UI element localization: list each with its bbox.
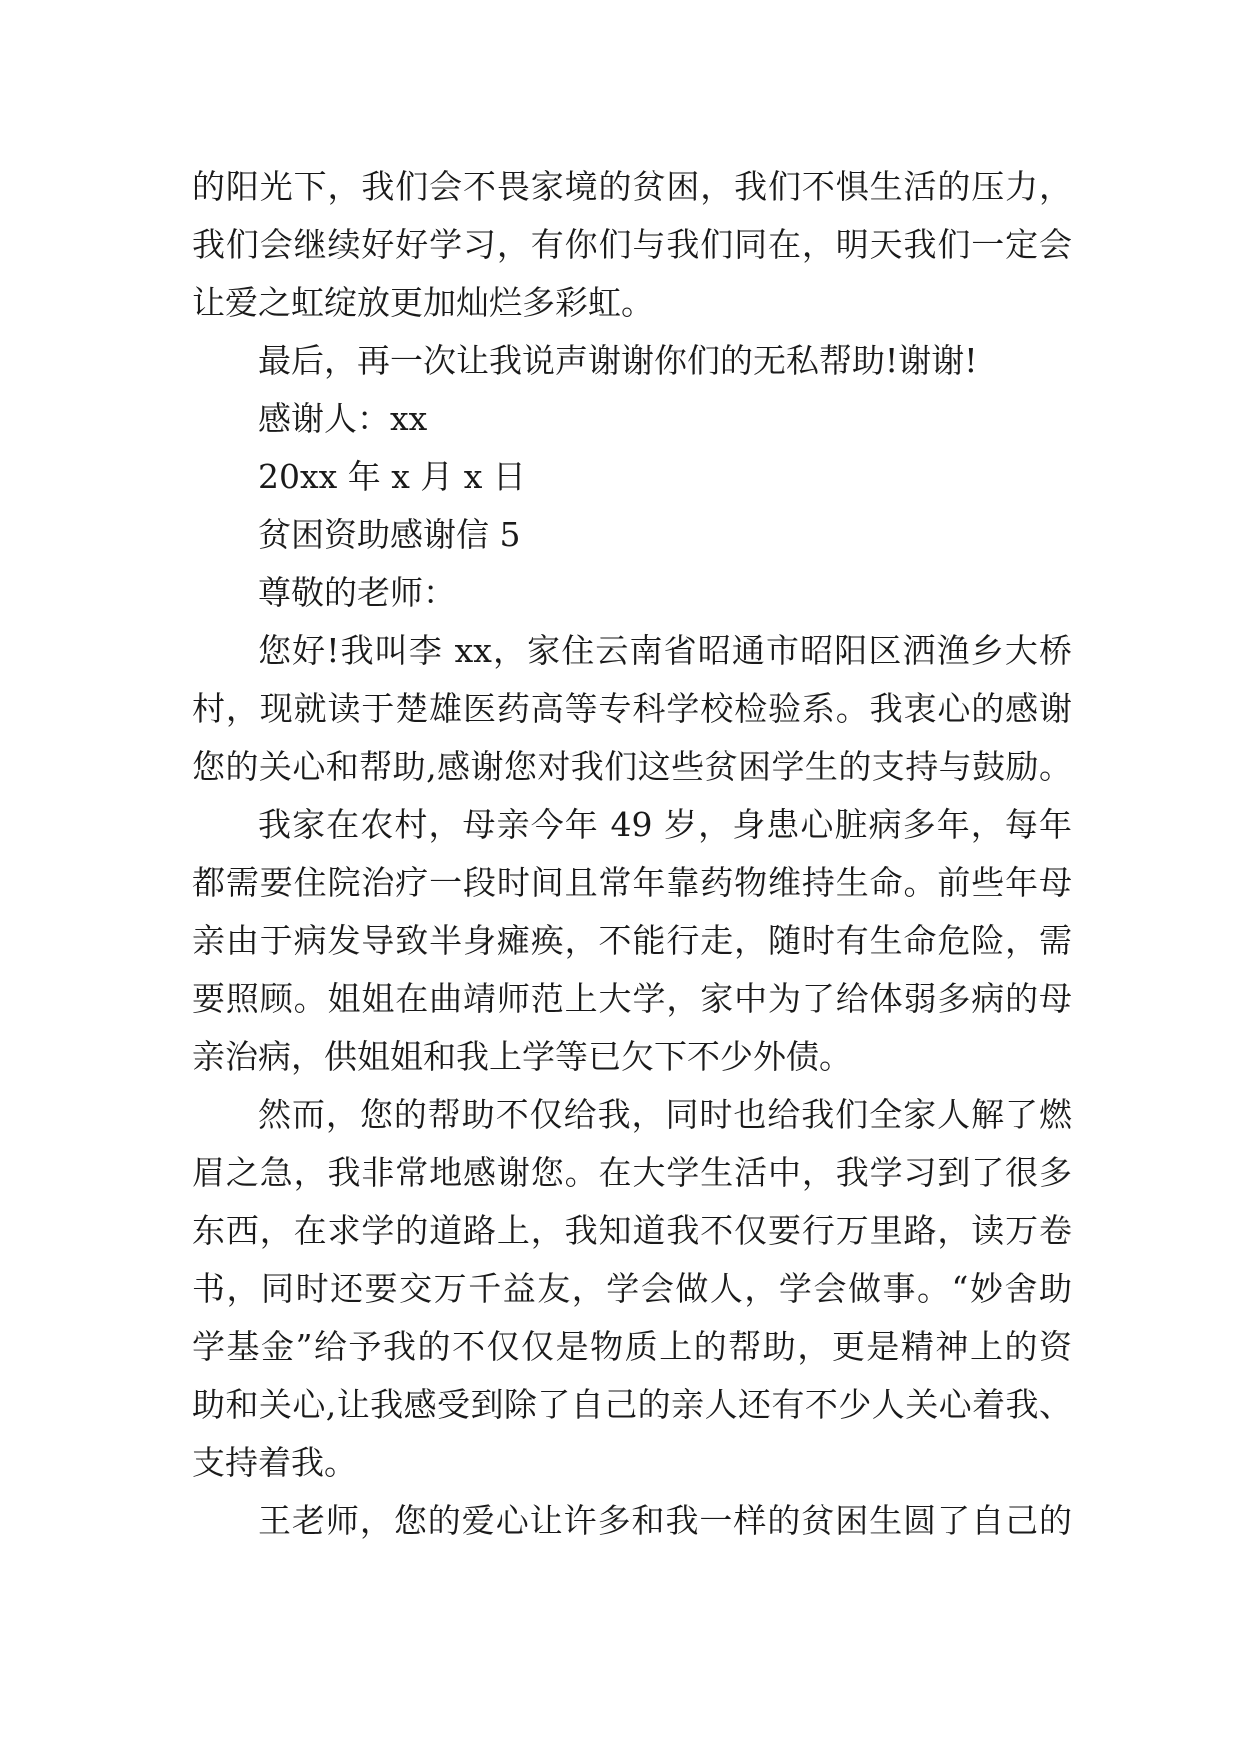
paragraph-line: 亲由于病发导致半身瘫痪，不能行走，随时有生命危险，需 (192, 921, 1072, 960)
date-line: 20xx 年 x 月 x 日 (258, 457, 526, 496)
paragraph-line: 村，现就读于楚雄医药高等专科学校检验系。我衷心的感谢 (192, 689, 1072, 728)
paragraph-line: 都需要住院治疗一段时间且常年靠药物维持生命。前些年母 (192, 863, 1072, 902)
paragraph-line: 我们会继续好好学习，有你们与我们同在，明天我们一定会 (192, 225, 1072, 264)
paragraph-line: 支持着我。 (192, 1443, 357, 1482)
paragraph-line: 书，同时还要交万千益友，学会做人，学会做事。“妙舍助 (192, 1269, 1072, 1308)
paragraph-line: 让爱之虹绽放更加灿烂多彩虹。 (192, 283, 654, 322)
paragraph-line: 我家在农村，母亲今年 49 岁，身患心脏病多年，每年 (258, 805, 1072, 844)
paragraph-line: 您好!我叫李 xx，家住云南省昭通市昭阳区洒渔乡大桥 (258, 631, 1072, 670)
paragraph-line: 助和关心,让我感受到除了自己的亲人还有不少人关心着我、 (192, 1385, 1072, 1424)
section-title: 贫困资助感谢信 5 (258, 515, 521, 554)
signature-line: 感谢人：xx (258, 399, 428, 438)
paragraph-line: 您的关心和帮助,感谢您对我们这些贫困学生的支持与鼓励。 (192, 747, 1072, 786)
paragraph-line: 的阳光下，我们会不畏家境的贫困，我们不惧生活的压力， (192, 167, 1072, 206)
salutation: 尊敬的老师： (258, 573, 456, 612)
paragraph-line: 学基金”给予我的不仅仅是物质上的帮助，更是精神上的资 (192, 1327, 1072, 1366)
paragraph-line: 亲治病，供姐姐和我上学等已欠下不少外债。 (192, 1037, 852, 1076)
paragraph-line: 然而，您的帮助不仅给我，同时也给我们全家人解了燃 (258, 1095, 1072, 1134)
closing-line: 最后，再一次让我说声谢谢你们的无私帮助!谢谢! (258, 341, 978, 380)
paragraph-line: 眉之急，我非常地感谢您。在大学生活中，我学习到了很多 (192, 1153, 1072, 1192)
letter-body (192, 158, 1072, 1550)
paragraph-line: 东西，在求学的道路上，我知道我不仅要行万里路，读万卷 (192, 1211, 1072, 1250)
paragraph-line: 王老师，您的爱心让许多和我一样的贫困生圆了自己的 (258, 1501, 1072, 1540)
paragraph-line: 要照顾。姐姐在曲靖师范上大学，家中为了给体弱多病的母 (192, 979, 1072, 1018)
